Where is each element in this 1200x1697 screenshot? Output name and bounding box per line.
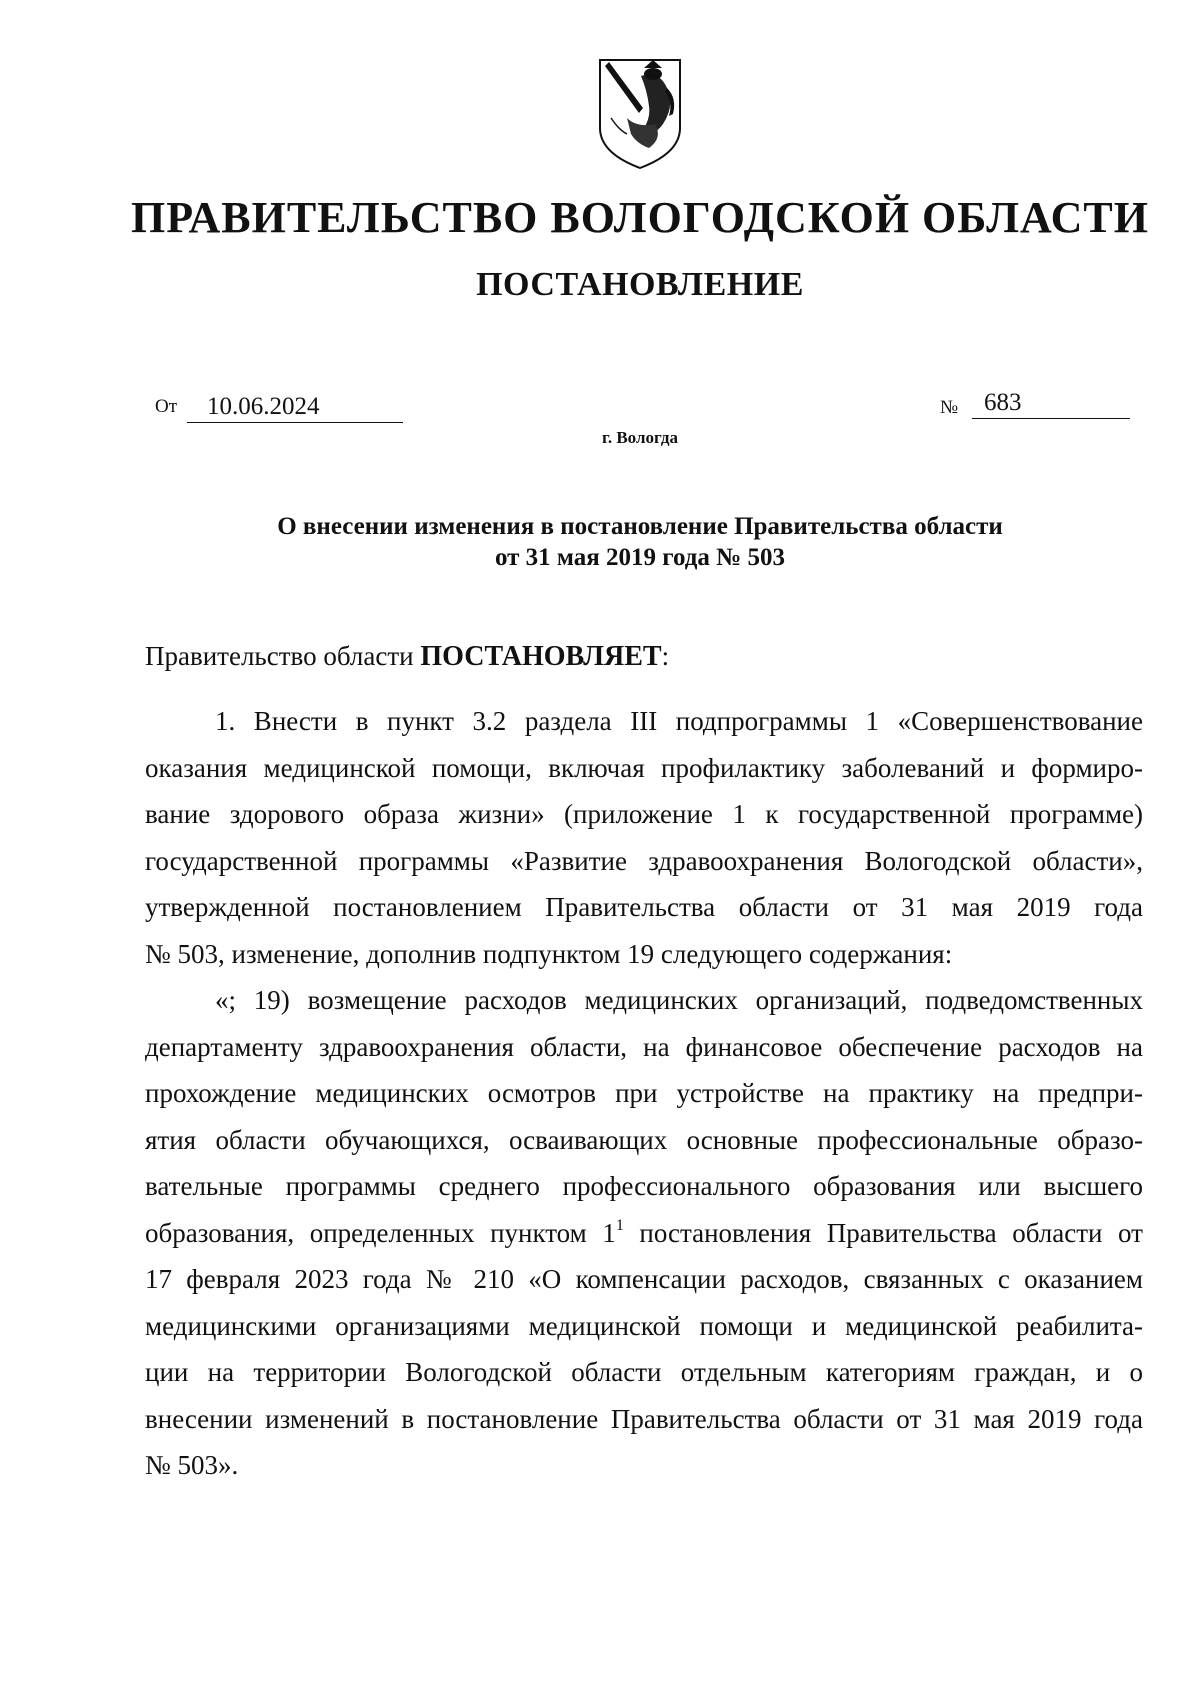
preamble-text: Правительство области xyxy=(145,641,421,671)
government-title: ПРАВИТЕЛЬСТВО ВОЛОГОДСКОЙ ОБЛАСТИ xyxy=(131,193,1149,242)
preamble xyxy=(145,641,669,673)
paragraph-2-line: прохождение медицинских осмотров при устройстве на практику на предпри- xyxy=(145,1078,1143,1108)
document-date: 10.06.2024 xyxy=(187,392,403,423)
paragraph-1-line: 1. Внести в пункт 3.2 раздела III подпрограммы 1 «Совершенствование xyxy=(215,706,1143,736)
paragraph-1-line: № 503, изменение, дополнив подпунктом 19 следующего содержания: xyxy=(145,938,953,969)
coat-of-arms-icon xyxy=(597,58,683,170)
preamble-bold: ПОСТАНОВЛЯЕТ xyxy=(420,641,662,672)
subject-line-2: от 31 мая 2019 года № 503 xyxy=(494,544,786,571)
paragraph-1-line: государственной программы «Развитие здравоохранения Вологодской области», xyxy=(145,845,1143,876)
document-body xyxy=(145,698,1143,1489)
paragraph-1-line: вание здорового образа жизни» (приложение 1 к государственной программе) xyxy=(145,799,1143,829)
paragraph-2-line: «; 19) возмещение расходов медицинских организаций, подведомственных xyxy=(215,985,1143,1015)
paragraph-2-line: ятия области обучающихся, осваивающих основные профессиональные образо- xyxy=(145,1124,1143,1155)
city: г. Вологда xyxy=(602,428,678,447)
footnote-superscript: 1 xyxy=(615,1216,624,1234)
date-label: От xyxy=(155,396,178,417)
paragraph-2-line: внесении изменений в постановление Правительства области от 31 мая 2019 года xyxy=(145,1403,1143,1434)
document-number: 683 xyxy=(972,388,1130,419)
paragraph-1-line: оказания медицинской помощи, включая профилактику заболеваний и формиро- xyxy=(145,752,1143,783)
paragraph-2-line: образования, определенных пунктом $1^1$ постановления Правительства области от xyxy=(145,1216,1143,1248)
preamble-suffix: : xyxy=(661,641,670,671)
document-type: ПОСТАНОВЛЕНИЕ xyxy=(476,266,804,303)
document-subject xyxy=(160,511,1120,573)
paragraph-2-line: ции на территории Вологодской области отдельным категориям граждан, и о xyxy=(145,1357,1143,1387)
subject-line-1: О внесении изменения в постановление Правительства области xyxy=(277,513,1003,540)
paragraph-2-line: № 503». xyxy=(145,1450,239,1480)
paragraph-1-line: утвержденной постановлением Правительства области от 31 мая 2019 года xyxy=(145,892,1143,922)
paragraph-2-line: департаменту здравоохранения области, на финансовое обеспечение расходов на xyxy=(145,1031,1143,1062)
paragraph-2-line: 17 февраля 2023 года № 210 «О компенсации расходов, связанных с оказанием xyxy=(145,1264,1143,1294)
paragraph-2-line: вательные программы среднего профессионального образования или высшего xyxy=(145,1171,1143,1201)
number-label: № xyxy=(940,397,959,418)
paragraph-2-line: медицинскими организациями медицинской помощи и медицинской реабилита- xyxy=(145,1310,1143,1341)
